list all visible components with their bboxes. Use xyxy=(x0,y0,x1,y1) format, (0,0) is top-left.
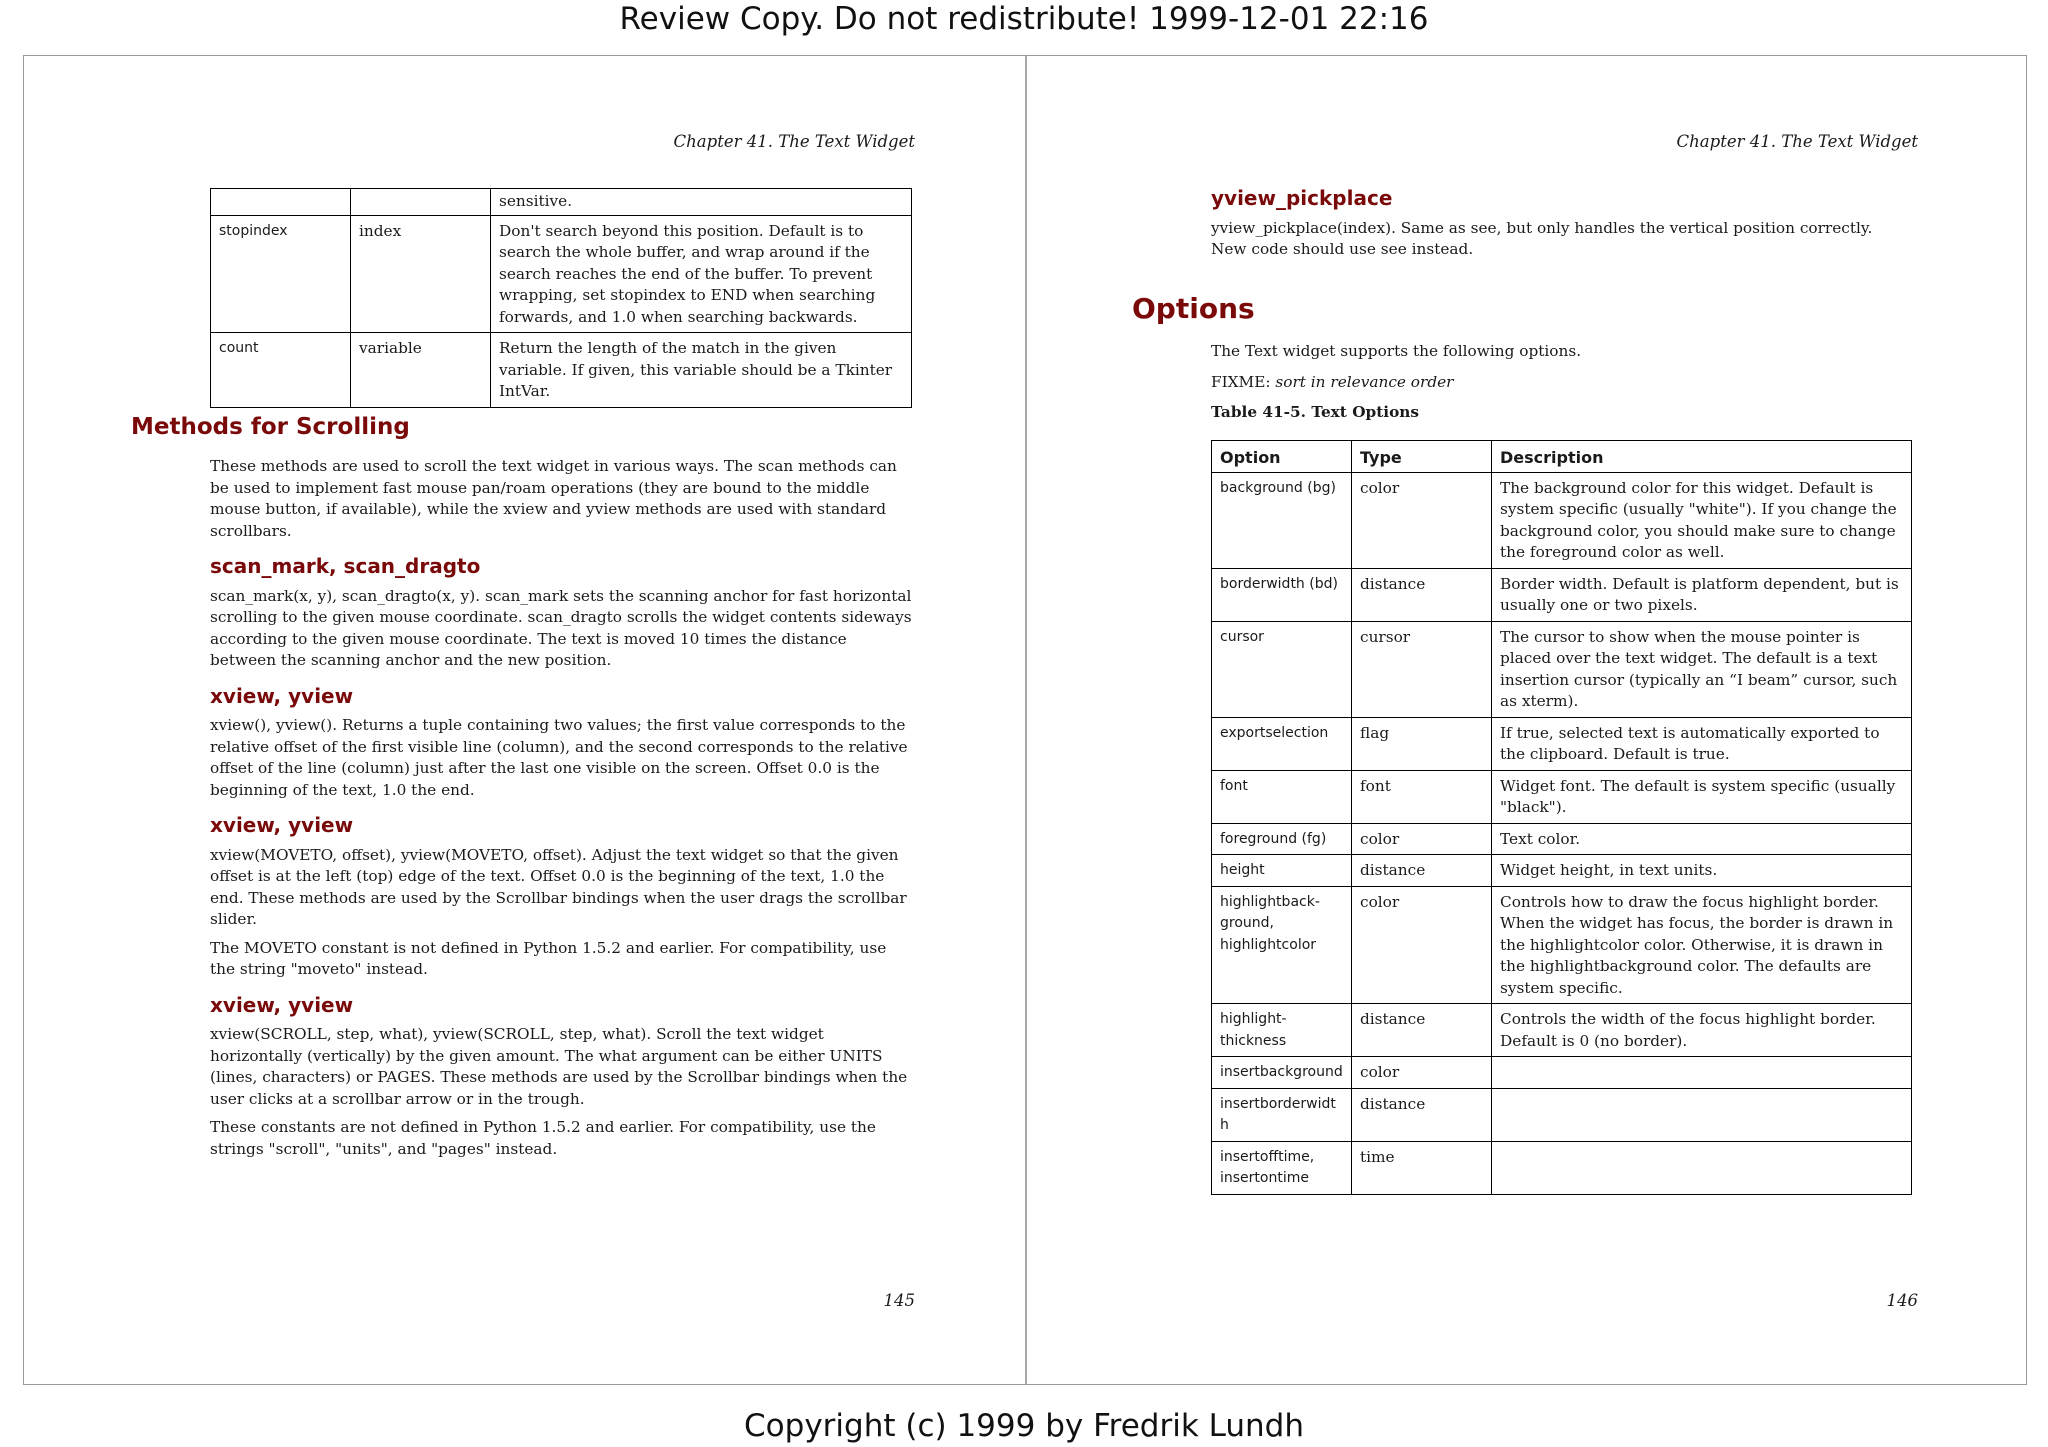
column-header-type: Type xyxy=(1352,441,1492,473)
paragraph: xview(), yview(). Returns a tuple containing two values; the first value corresponds to the relative offset of the first visible line (column), and the second corresponds to the relative offset of the line (column) just after the last one visible on the screen. Offset 0.0 is the beginning of the text, 1.0 the end. xyxy=(210,716,908,799)
text-options-table xyxy=(1211,440,1912,1195)
column-header-option: Option xyxy=(1212,441,1352,473)
table-row xyxy=(1212,823,1912,855)
table-row xyxy=(1212,1004,1912,1057)
description-cell: Border width. Default is platform dependent, but is usually one or two pixels. xyxy=(1492,568,1912,621)
table-row xyxy=(211,215,912,333)
table-row xyxy=(211,189,912,216)
table-row xyxy=(1212,568,1912,621)
type-cell: distance xyxy=(1352,1088,1492,1141)
option-cell: insertbackground xyxy=(1212,1057,1352,1089)
subsection-title: xview, yview xyxy=(210,813,354,837)
fixme-note xyxy=(1211,372,1911,394)
table-row xyxy=(1212,717,1912,770)
type-cell xyxy=(351,189,491,216)
paragraph: The Text widget supports the following options. xyxy=(1211,342,1582,360)
page-number: 146 xyxy=(1886,1291,1918,1310)
table-row xyxy=(1212,770,1912,823)
type-cell: color xyxy=(1352,823,1492,855)
subsection-title: yview_pickplace xyxy=(1211,186,1393,210)
type-cell: flag xyxy=(1352,717,1492,770)
fixme-text: sort in relevance order xyxy=(1275,372,1454,391)
table-row xyxy=(1212,472,1912,568)
page-number: 145 xyxy=(883,1291,915,1310)
paragraph: scan_mark(x, y), scan_dragto(x, y). scan_mark sets the scanning anchor for fast horizontal scrolling to the given mouse coordinate. scan_dragto scrolls the widget contents sideways according to the given mouse coordinate. The text is moved 10 times the distance between the scanning anchor and the new position. xyxy=(210,586,912,669)
option-cell: highlight-thickness xyxy=(1212,1004,1352,1057)
table-row xyxy=(1212,1057,1912,1089)
section-title: Methods for Scrolling xyxy=(131,414,410,440)
option-cell: highlightback-ground, highlightcolor xyxy=(1212,886,1352,1004)
option-cell: cursor xyxy=(1212,621,1352,717)
option-cell: font xyxy=(1212,770,1352,823)
option-cell: foreground (fg) xyxy=(1212,823,1352,855)
table-header-row xyxy=(1212,441,1912,473)
type-cell: variable xyxy=(351,333,491,408)
type-cell: distance xyxy=(1352,1004,1492,1057)
scrolling-section-body xyxy=(210,456,912,1167)
description-cell xyxy=(1492,1141,1912,1194)
review-copy-banner: Review Copy. Do not redistribute! 1999-12-01 22:16 xyxy=(619,1,1429,37)
description-cell xyxy=(1492,1057,1912,1089)
running-head: Chapter 41. The Text Widget xyxy=(673,132,915,151)
option-cell: borderwidth (bd) xyxy=(1212,568,1352,621)
description-cell: The cursor to show when the mouse pointer is placed over the text widget. The default is a text insertion cursor (typically an “I beam” cursor, such as xterm). xyxy=(1492,621,1912,717)
type-cell: color xyxy=(1352,886,1492,1004)
description-cell: If true, selected text is automatically exported to the clipboard. Default is true. xyxy=(1492,717,1912,770)
table-row xyxy=(1212,621,1912,717)
type-cell: index xyxy=(351,215,491,333)
description-cell: Controls how to draw the focus highlight border. When the widget has focus, the border is drawn in the highlightcolor color. Otherwise, it is drawn in the highlightbackground color. The defaults are system specific. xyxy=(1492,886,1912,1004)
table-row xyxy=(1212,1141,1912,1194)
type-cell: color xyxy=(1352,472,1492,568)
paragraph: The MOVETO constant is not defined in Python 1.5.2 and earlier. For compatibility, use the string "moveto" instead. xyxy=(210,938,887,978)
description-cell: Widget height, in text units. xyxy=(1492,855,1912,887)
right-page xyxy=(1026,56,2028,1384)
description-cell: Return the length of the match in the given variable. If given, this variable should be a Tkinter IntVar. xyxy=(491,333,912,408)
type-cell: cursor xyxy=(1352,621,1492,717)
description-cell: The background color for this widget. Default is system specific (usually "white"). If you change the background color, you should make sure to change the foreground color as well. xyxy=(1492,472,1912,568)
pickplace-section xyxy=(1211,188,1911,268)
option-cell: stopindex xyxy=(211,215,351,333)
paragraph: xview(SCROLL, step, what), yview(SCROLL, step, what). Scroll the text widget horizontally (vertically) by the given amount. The what argument can be either UNITS (lines, characters) or PAGES. These methods are used by the Scrollbar bindings when the user clicks at a scrollbar arrow or in the trough. xyxy=(210,1025,908,1108)
option-cell: insertofftime, insertontime xyxy=(1212,1141,1352,1194)
table-row xyxy=(1212,886,1912,1004)
description-cell: Widget font. The default is system specific (usually "black"). xyxy=(1492,770,1912,823)
description-cell xyxy=(1492,1088,1912,1141)
table-row xyxy=(1212,1088,1912,1141)
type-cell: distance xyxy=(1352,568,1492,621)
book-spread xyxy=(23,55,2027,1385)
search-options-table xyxy=(210,188,912,408)
description-cell: Text color. xyxy=(1492,823,1912,855)
option-cell: height xyxy=(1212,855,1352,887)
option-cell xyxy=(211,189,351,216)
subsection-title: xview, yview xyxy=(210,992,354,1017)
type-cell: distance xyxy=(1352,855,1492,887)
left-page xyxy=(24,56,1025,1384)
table-row xyxy=(1212,855,1912,887)
paragraph: yview_pickplace(index). Same as see, but only handles the vertical position correctly. New code should use see instead. xyxy=(1211,218,1873,258)
description-cell: Don't search beyond this position. Default is to search the whole buffer, and wrap around if the search reaches the end of the buffer. To prevent wrapping, set stopindex to END when searching forwards, and 1.0 when searching backwards. xyxy=(491,215,912,333)
table-row xyxy=(211,333,912,408)
intro-paragraph: These methods are used to scroll the text widget in various ways. The scan methods can be used to implement fast mouse pan/roam operations (they are bound to the middle mouse button, if available), while the xview and yview methods are used with standard scrollbars. xyxy=(210,457,897,540)
type-cell: time xyxy=(1352,1141,1492,1194)
subsection-title: scan_mark, scan_dragto xyxy=(210,554,481,578)
description-cell: sensitive. xyxy=(491,189,912,216)
paragraph: xview(MOVETO, offset), yview(MOVETO, offset). Adjust the text widget so that the given offset is at the left (top) edge of the text. Offset 0.0 is the beginning of the text, 1.0 the end. These methods are used by the Scrollbar bindings when the user drags the scrollbar slider. xyxy=(210,845,907,928)
description-cell: Controls the width of the focus highlight border. Default is 0 (no border). xyxy=(1492,1004,1912,1057)
table-caption: Table 41-5. Text Options xyxy=(1211,403,1420,421)
options-intro xyxy=(1211,341,1911,424)
option-cell: background (bg) xyxy=(1212,472,1352,568)
type-cell: color xyxy=(1352,1057,1492,1089)
section-title: Options xyxy=(1132,292,1255,325)
type-cell: font xyxy=(1352,770,1492,823)
fixme-label: FIXME: xyxy=(1211,372,1271,391)
copyright-banner: Copyright (c) 1999 by Fredrik Lundh xyxy=(744,1408,1304,1444)
subsection-title: xview, yview xyxy=(210,683,354,708)
option-cell: insertborderwidth xyxy=(1212,1088,1352,1141)
option-cell: count xyxy=(211,333,351,408)
paragraph: These constants are not defined in Python 1.5.2 and earlier. For compatibility, use the strings "scroll", "units", and "pages" instead. xyxy=(210,1118,876,1158)
column-header-description: Description xyxy=(1492,441,1912,473)
running-head: Chapter 41. The Text Widget xyxy=(1676,132,1918,151)
option-cell: exportselection xyxy=(1212,717,1352,770)
